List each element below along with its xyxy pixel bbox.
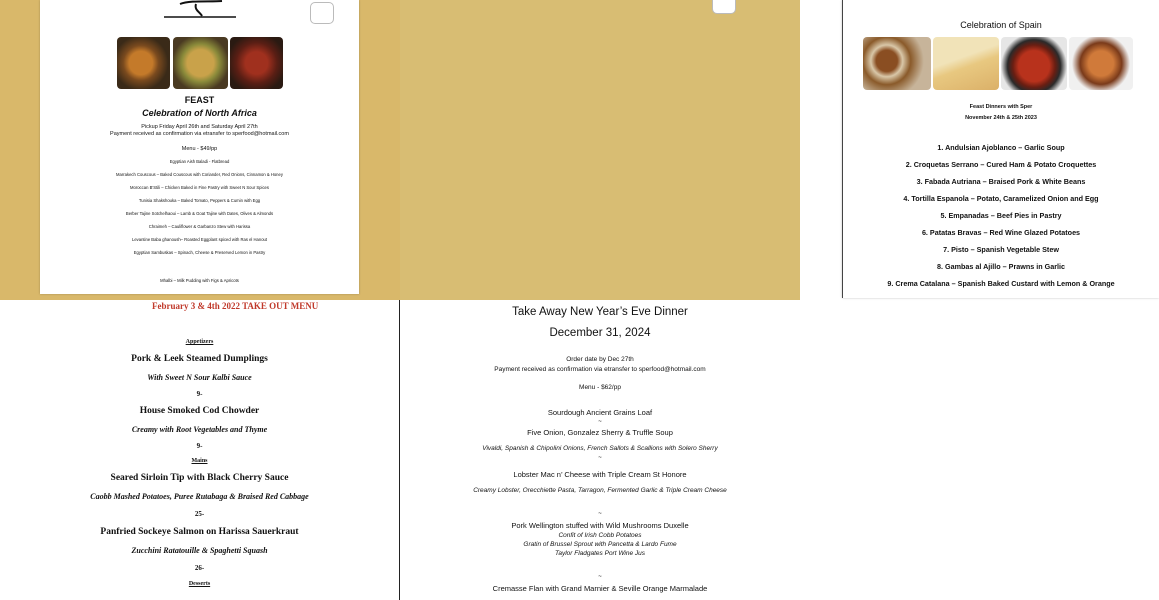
menu-item: 9. Crema Catalana – Spanish Baked Custard with Lemon & Orange [887,279,1115,288]
menu-item: Egyptian Aish Baladi - Flatbread [169,159,230,164]
course-name: Lobster Mac n’ Cheese with Triple Cream St Honore [513,470,687,479]
multi-image-icon [310,2,334,24]
menu-item: Moroccan B’Stili – Chicken Baked in Fine Pastry with Sweet N Sour Spices [130,185,269,190]
dish-price: 25- [194,510,205,518]
dish-price: 9- [196,442,203,450]
february-takeout-menu [0,300,400,600]
menu-item: Levantine Baba ghanoush– Roasted Eggplant spiced with Ras el Hanout [131,237,268,242]
croquettes-photo [863,37,931,90]
menu-item: 7. Pisto – Spanish Vegetable Stew [943,245,1059,254]
menu-item: 2. Croquetas Serrano – Cured Ham & Potato Croquettes [905,160,1097,169]
dish-description: Creamy with Root Vegetables and Thyme [131,425,268,434]
course-separator: ~ [598,511,602,517]
dish-name: Pork & Leek Steamed Dumplings [131,354,268,364]
menu-item: Marrakech Couscous – Baked Couscous with Coriander, Red Onions, Cinnamon & Honey [116,172,283,177]
course-description: Gratin of Brussel Sprout with Pancetta & Lardo Fume [523,541,677,548]
menu-item: 4. Tortilla Espanola – Potato, Caramelized Onion and Egg [903,194,1099,203]
menu-item: 5. Empanadas – Beef Pies in Pastry [940,211,1062,220]
dish-price: 26- [194,564,205,572]
dish-description: Caobb Mashed Potatoes, Puree Rutabaga & Braised Red Cabbage [90,492,309,501]
tortilla-photo [933,37,999,90]
menu-subtitle: Celebration of North Africa [142,108,257,118]
stew-pan-photo [1001,37,1067,90]
menu-item: Egyptian Sambuskas – Spinach, Cheese & Preserved Lemon in Pastry [133,250,266,255]
course-separator: ~ [598,455,602,461]
dish-name: Panfried Sockeye Salmon on Harissa Sauerkraut [100,527,299,537]
menu-item: Chraimeh – Cauliflower & Garbanzo Stew with Harissa [148,224,251,229]
menu-title: Celebration of Spain [960,20,1042,30]
dish-price: 9- [196,390,203,398]
order-date: Order date by Dec 27th [566,356,634,363]
feast-dates: November 24th & 25th 2023 [965,115,1037,121]
north-africa-menu-photo [0,0,400,300]
couscous-dish-photo [117,37,170,89]
dish-description: Zucchini Ratatouille & Spaghetti Squash [131,546,268,555]
desserts-heading: Desserts [188,581,211,587]
dish-description: With Sweet N Sour Kalbi Sauce [147,373,252,382]
multi-image-icon [712,0,736,14]
course-name: Sourdough Ancient Grains Loaf [547,408,653,417]
menu-date-header: February 3 & 4th 2022 TAKE OUT MENU [152,301,319,311]
north-africa-menu-sheet [40,0,359,294]
menu-title: FEAST [184,95,215,105]
menu-item: 1. Andulsian Ajoblanco – Garlic Soup [937,143,1065,152]
rice-dish-photo [173,37,228,89]
payment-note: Payment received as confirmation via etransfer to sperfood@hotmail.com [110,131,289,137]
course-description: Taylor Fladgates Port Wine Jus [554,550,646,557]
prawns-pan-photo [1069,37,1133,90]
course-separator: ~ [598,419,602,425]
spain-menu-photo [400,0,1115,300]
menu-item: 8. Gambas al Ajillo – Prawns in Garlic [937,262,1065,271]
menu-item: Tunisia Shakshouka – Baked Tomato, Peppers & Cumin with Egg [138,198,261,203]
course-description: Vivaldi, Spanish & Chipolini Onions, French Sallots & Scallions with Solero Sherry [482,445,718,452]
dish-name: House Smoked Cod Chowder [139,406,260,416]
menu-item: 3. Fabada Autriana – Braised Pork & White Beans [916,177,1086,186]
sper-logo [150,0,250,20]
course-separator: ~ [598,574,602,580]
dish-name: Seared Sirloin Tip with Black Cherry Sauce [110,473,289,483]
menu-item: Berber Tajine Sotchelhaoui – Lamb & Goat Tajine with Dates, Olives & Almonds [125,211,274,216]
pickup-dates: Pickup Friday April 26th and Saturday April 27th [141,124,258,130]
spain-menu-sheet [842,0,1159,298]
course-description: Creamy Lobster, Orecchiette Pasta, Tarragon, Fermented Garlic & Triple Cream Cheese [473,487,727,494]
mains-heading: Mains [191,458,208,464]
menu-item: 6. Patatas Bravas – Red Wine Glazed Potatoes [921,228,1081,237]
course-description: Confit of Irish Cobb Potatoes [558,532,642,539]
course-name: Pork Wellington stuffed with Wild Mushrooms Duxelle [511,521,689,530]
menu-price: Menu - $62/pp [579,384,621,391]
course-name: Five Onion, Gonzalez Sherry & Truffle Soup [527,428,673,437]
course-name: Cremasse Flan with Grand Marnier & Seville Orange Marmalade [492,584,708,593]
menu-title: Take Away New Year’s Eve Dinner [512,306,688,318]
menu-date: December 31, 2024 [549,327,651,339]
new-years-eve-menu [400,300,800,600]
tajine-dish-photo [230,37,283,89]
payment-note: Payment received as confirmation via etransfer to sperfood@hotmail.com [494,366,706,373]
menu-price: Menu - $49/pp [181,146,218,152]
feast-subheading: Feast Dinners with Sper [969,104,1033,110]
appetizers-heading: Appetizers [185,339,214,345]
menu-item: Mhalbi – Milk Pudding with Figs & Apricots [160,278,239,283]
